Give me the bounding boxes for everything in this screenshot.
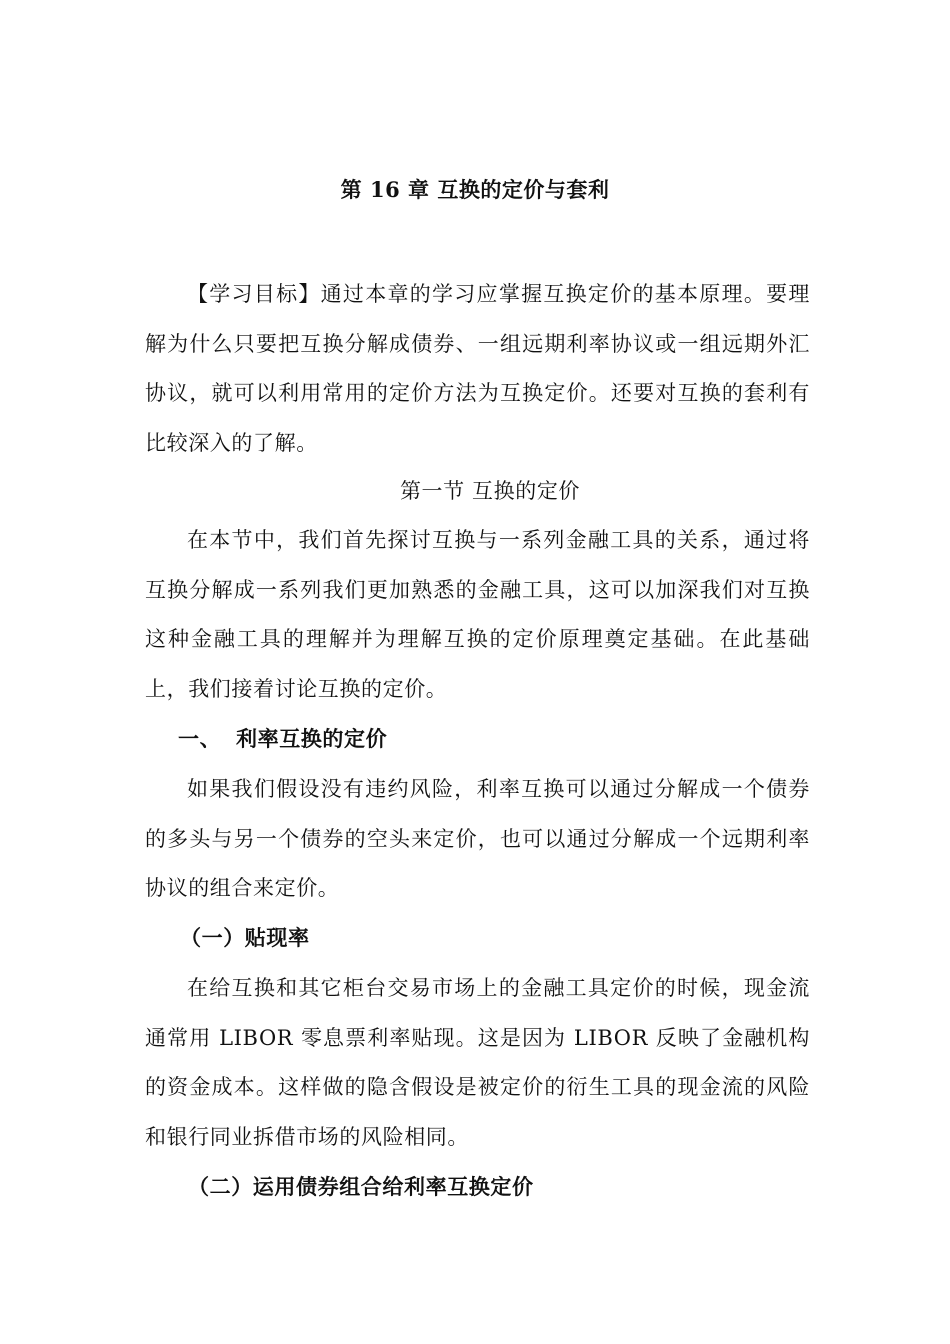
heading-text: 利率互换的定价 <box>236 726 388 751</box>
subheading-bond-portfolio-pricing: （二）运用债券组合给利率互换定价 <box>188 1174 534 1199</box>
chapter-title: 第 16 章 互换的定价与套利 <box>340 177 610 202</box>
interest-rate-swap-paragraph: 如果我们假设没有违约风险，利率互换可以通过分解成一个债券的多头与另一个债券的空头来定价，也可以通过分解成一个远期利率协议的组合来定价。 <box>145 777 810 900</box>
heading-interest-rate-swap-pricing <box>178 721 387 757</box>
section-title: 第一节 互换的定价 <box>399 479 581 503</box>
subheading-discount-rate: （一）贴现率 <box>180 925 310 950</box>
learning-objectives-paragraph: 【学习目标】通过本章的学习应掌握互换定价的基本原理。要理解为什么只要把互换分解成债券、一组远期利率协议或一组远期外汇协议，就可以利用常用的定价方法为互换定价。还要对互换的套利有比较深入的了解。 <box>145 282 810 455</box>
discount-rate-paragraph: 在给互换和其它柜台交易市场上的金融工具定价的时候，现金流通常用 LIBOR 零息票利率贴现。这是因为 LIBOR 反映了金融机构的资金成本。这样做的隐含假设是被定价的衍生工具的现金流的风险和银行同业拆借市场的风险相同。 <box>145 976 810 1149</box>
section-intro-paragraph: 在本节中，我们首先探讨互换与一系列金融工具的关系，通过将互换分解成一系列我们更加熟悉的金融工具，这可以加深我们对互换这种金融工具的理解并为理解互换的定价原理奠定基础。在此基础上，我们接着讨论互换的定价。 <box>145 528 810 701</box>
heading-number: 一、 <box>178 726 222 751</box>
